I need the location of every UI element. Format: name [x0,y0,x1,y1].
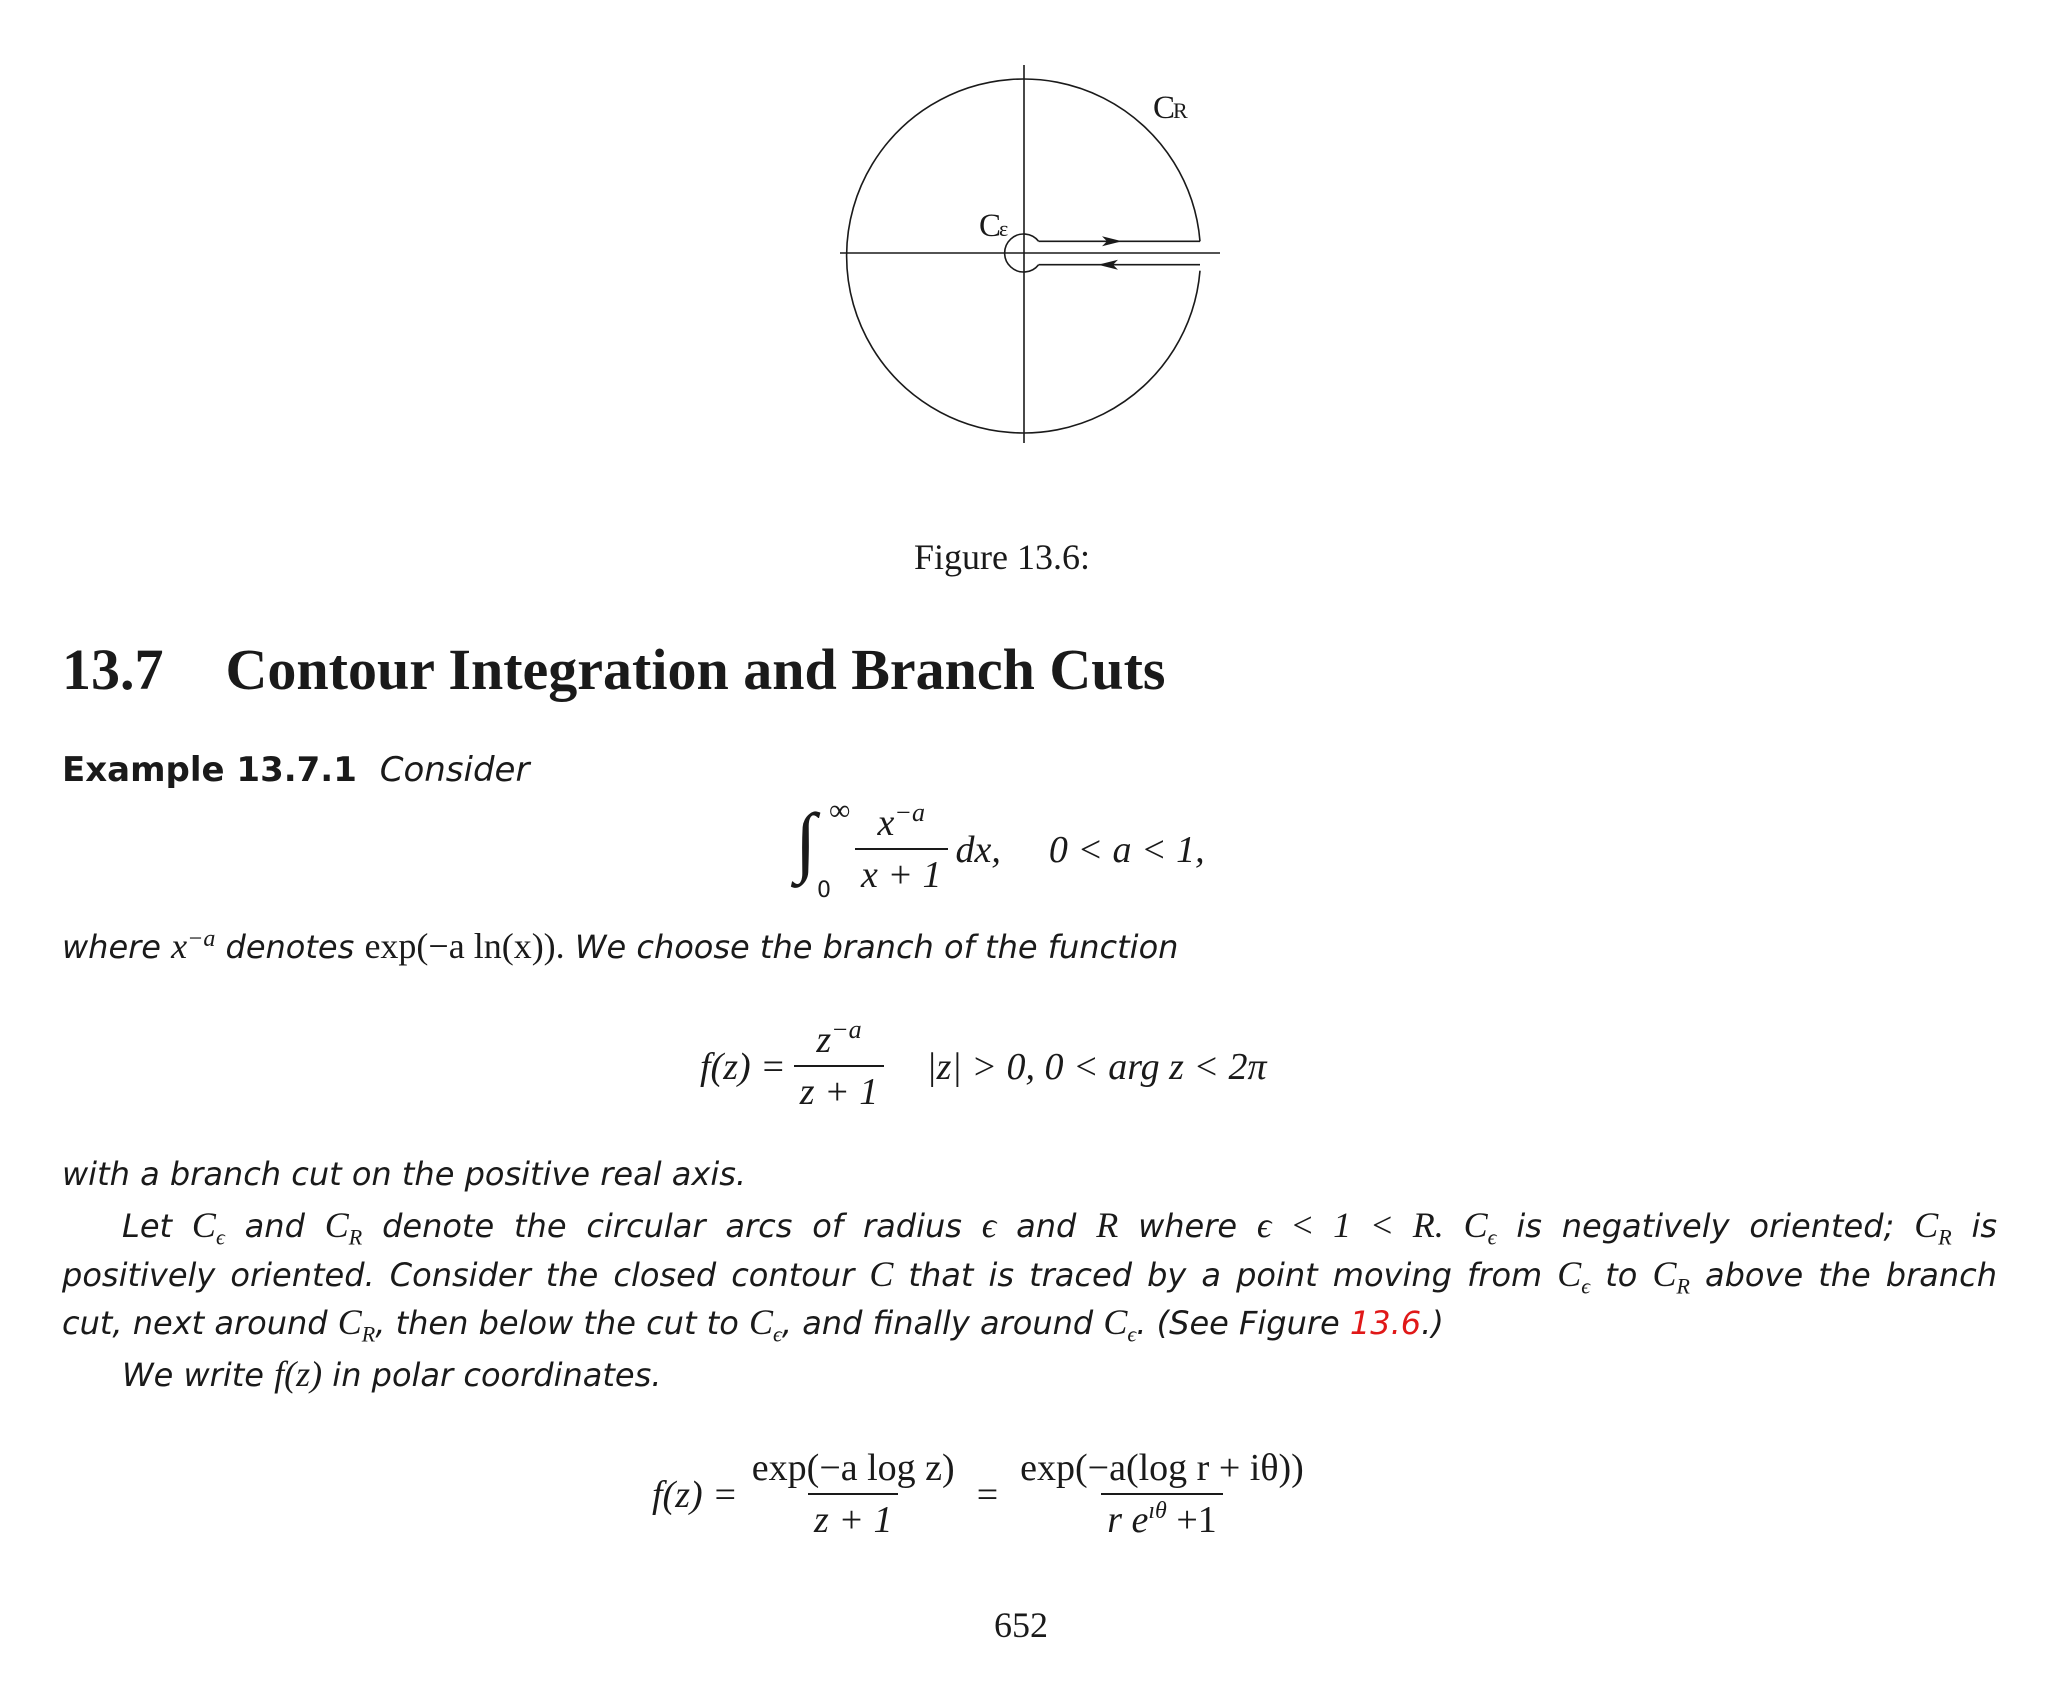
paragraph-contour-line2: positively oriented. Consider the closed contour C that is traced by a point moving from $C_\epsilon$ to $C_R$ above the branch [62,1254,1998,1299]
equation-polar [652,1440,1318,1550]
integral-lower-limit: 0 [817,878,831,903]
paragraph-contour-line1: Let $C_\epsilon$ and $C_R$ denote the circular arcs of radius ϵ and R where ϵ < 1 < R. $C_\epsilon$ is negatively oriented; $C_R$ is [122,1205,1998,1250]
branch-fraction: $\frac{z^{-a}}{z + 1}$ [794,1021,884,1113]
parameter-condition: 0 < a < 1, [1048,829,1205,871]
differential: dx, [955,829,1001,871]
polar-fraction-2: $\frac{\text{exp(−a(log r + iθ))}}{r e^{ı\theta} +1}$ [1020,1447,1304,1541]
page-number: 652 [994,1605,1048,1645]
branch-lhs: f(z) = [700,1046,786,1088]
paragraph-contour-line3: cut, next around $C_R$, then below the cut to $C_\epsilon$, and finally around $C_\epsilon$. (See Figure 13.6.) [62,1302,1444,1347]
paragraph-polar: We write f(z) in polar coordinates. [122,1354,662,1394]
branch-condition: |z| > 0, 0 < arg z < 2π [926,1046,1267,1088]
section-title: Contour Integration and Branch Cuts [225,637,1166,702]
section-heading [62,636,1165,703]
paragraph-branch-cut: with a branch cut on the positive real axis. [62,1155,747,1193]
polar-equals: = [976,1474,999,1516]
integral-sign: ∫ ∞ 0 [795,794,851,903]
figure-reference-link[interactable]: 13.6 [1349,1304,1422,1342]
integral-upper-limit: ∞ [829,794,851,827]
equation-integral [795,794,1205,903]
label-ce: Cε [979,208,1009,244]
example-intro: Consider [379,750,530,790]
integrand-fraction: $\frac{x^{-a}}{x + 1}$ [855,804,948,896]
example-heading [62,750,529,790]
label-cr: CR [1153,90,1188,126]
equation-branch [700,1012,1267,1122]
polar-lhs: f(z) = [652,1474,738,1516]
example-label: Example 13.7.1 [62,750,357,790]
figure-caption: Figure 13.6: [914,537,1090,577]
polar-fraction-1: $\frac{\text{exp(−a log z)}}{z + 1}$ [751,1447,955,1541]
where-line: where $x^{-a}$ denotes exp(−a ln(x)). We choose the branch of the function [62,926,1179,966]
section-number: 13.7 [62,637,164,702]
